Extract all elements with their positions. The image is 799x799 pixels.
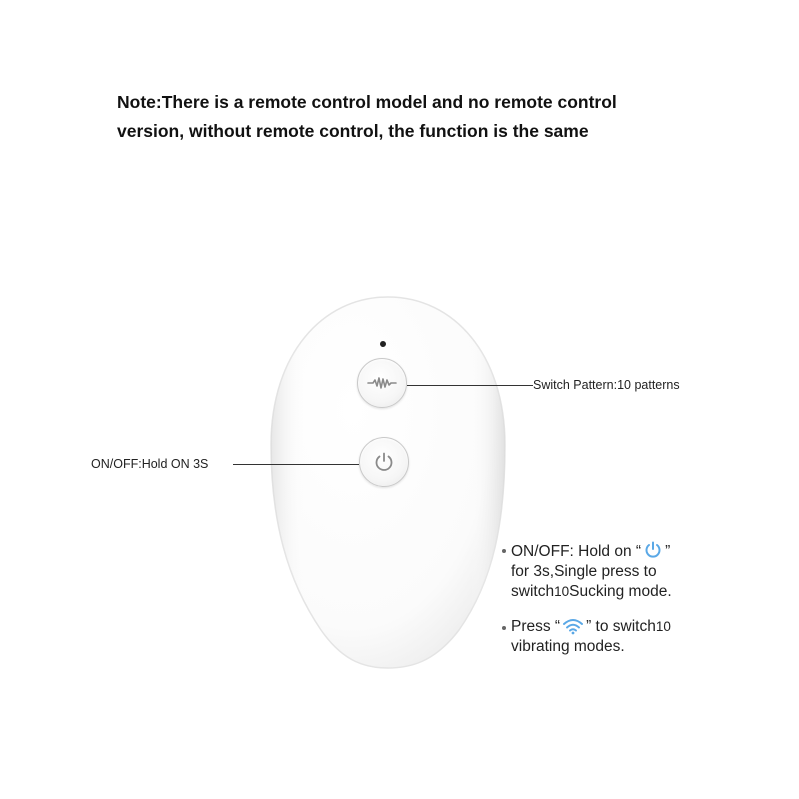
power-icon (643, 540, 663, 560)
wave-icon (367, 375, 397, 391)
instruction-power-line2: for 3s,Single press to (511, 563, 657, 580)
power-button[interactable] (359, 437, 409, 487)
instruction-vibration (500, 617, 750, 657)
wifi-icon (562, 617, 584, 635)
instruction-power-line3-start: switch (511, 583, 555, 600)
instruction-vibration-line1-end: ” to switch (586, 618, 656, 635)
instruction-power-line3-end: Sucking mode. (569, 583, 672, 600)
power-icon (372, 450, 396, 474)
pattern-leader-line (407, 385, 533, 386)
instruction-power (500, 540, 750, 602)
instruction-vibration-line2: vibrating modes. (511, 638, 625, 655)
note-text (117, 88, 757, 146)
indicator-light (380, 341, 386, 347)
switch-pattern-label: Switch Pattern:10 patterns (533, 378, 680, 392)
note-line-2: version, without remote control, the function is the same (117, 121, 589, 141)
instruction-power-count: 10 (554, 584, 570, 599)
instruction-power-quote-close: ” (665, 543, 671, 560)
on-off-label: ON/OFF:Hold ON 3S (91, 457, 209, 471)
instruction-power-line1: ON/OFF: Hold on “ (511, 543, 642, 560)
switch-pattern-button[interactable] (357, 358, 407, 408)
instruction-vibration-count: 10 (655, 619, 671, 634)
instruction-vibration-line1: Press “ (511, 618, 561, 635)
instructions (500, 540, 750, 672)
note-line-1: Note:There is a remote control model and no remote control (117, 92, 617, 112)
power-leader-line (233, 464, 359, 465)
